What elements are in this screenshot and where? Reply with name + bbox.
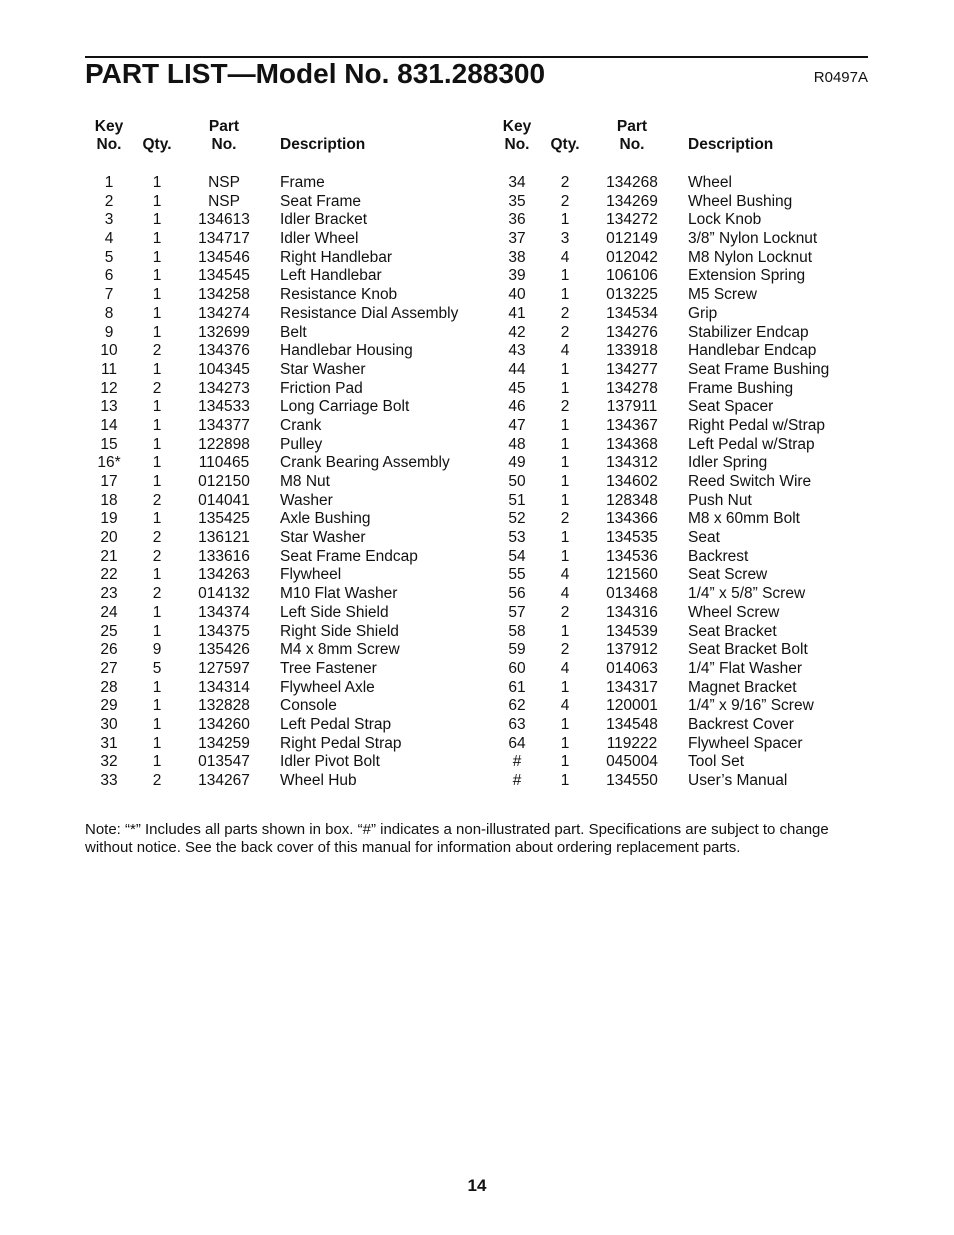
description-cell: Seat Bracket Bolt <box>688 641 808 659</box>
qty-cell: 1 <box>152 454 162 472</box>
description-cell: Tool Set <box>688 753 745 771</box>
key-no-cell: # <box>512 753 522 771</box>
key-no-cell: 28 <box>100 678 118 696</box>
qty-cell: 2 <box>152 342 162 360</box>
part-no-cell: 133918 <box>606 342 658 360</box>
description-cell: Idler Bracket <box>280 211 368 229</box>
part-no-cell: 134374 <box>198 603 250 621</box>
qty-cell: 1 <box>560 753 570 771</box>
part-no-cell: 134534 <box>606 304 658 322</box>
key-no-cell: 49 <box>508 454 526 472</box>
description-cell: Seat Bracket <box>688 622 777 640</box>
key-no-cell: 51 <box>508 491 526 509</box>
key-no-cell: 29 <box>100 697 118 715</box>
description-cell: Seat Spacer <box>688 398 774 416</box>
qty-cell: 1 <box>152 566 162 584</box>
key-no-cell: 7 <box>104 286 114 304</box>
qty-cell: 1 <box>152 304 162 322</box>
qty-cell: 9 <box>152 641 162 659</box>
qty-cell: 1 <box>152 678 162 696</box>
description-cell: Left Pedal Strap <box>280 715 392 733</box>
part-no-cell: 127597 <box>198 659 250 677</box>
part-no-cell: 134535 <box>606 529 658 547</box>
qty-cell: 1 <box>560 360 570 378</box>
key-no-cell: 9 <box>104 323 114 341</box>
qty-cell: 1 <box>152 286 162 304</box>
key-no-cell: 40 <box>508 286 526 304</box>
part-no-cell: 134268 <box>606 174 658 191</box>
key-no-cell: 11 <box>100 360 118 378</box>
qty-cell: 1 <box>152 697 162 715</box>
qty-cell: 4 <box>560 248 570 266</box>
part-no-cell: 134376 <box>198 342 250 360</box>
header-description: Description <box>688 136 774 153</box>
qty-cell: 1 <box>560 678 570 696</box>
qty-cell: 1 <box>560 267 570 285</box>
qty-cell: 1 <box>152 192 162 210</box>
part-no-cell: 134260 <box>198 715 250 733</box>
part-no-cell: 134273 <box>198 379 250 397</box>
key-no-cell: 47 <box>508 416 526 434</box>
part-no-cell: 132699 <box>198 323 250 341</box>
description-cell: Handlebar Endcap <box>688 342 817 360</box>
qty-cell: 2 <box>560 603 570 621</box>
description-cell: Flywheel Axle <box>280 678 375 696</box>
part-no-cell: 014132 <box>198 585 250 603</box>
key-no-cell: 45 <box>508 379 526 397</box>
description-cell: Pulley <box>280 435 323 453</box>
key-no-cell: 34 <box>508 174 526 191</box>
description-cell: M5 Screw <box>688 286 757 304</box>
description-cell: Idler Pivot Bolt <box>280 753 380 771</box>
description-cell: Right Pedal w/Strap <box>688 416 825 434</box>
qty-cell: 1 <box>152 753 162 771</box>
part-no-cell: 134536 <box>606 547 658 565</box>
key-no-cell: 22 <box>100 566 118 584</box>
part-no-cell: NSP <box>208 174 240 191</box>
document-code: R0497A <box>813 69 868 86</box>
key-no-cell: 27 <box>100 659 118 677</box>
key-no-cell: 60 <box>508 659 526 677</box>
part-no-cell: 110465 <box>198 454 250 472</box>
part-no-cell: 013468 <box>606 585 658 603</box>
part-no-cell: 134717 <box>198 230 250 248</box>
part-no-cell: 132828 <box>198 697 250 715</box>
description-cell: Washer <box>280 491 333 509</box>
key-no-cell: 54 <box>508 547 526 565</box>
qty-cell: 1 <box>152 267 162 285</box>
part-no-cell: 137912 <box>606 641 658 659</box>
part-no-cell: 013547 <box>198 753 250 771</box>
part-no-cell: 012149 <box>606 230 658 248</box>
qty-cell: 2 <box>152 547 162 565</box>
qty-cell: 1 <box>152 398 162 416</box>
qty-cell: 1 <box>152 174 162 191</box>
description-cell: Star Washer <box>280 360 366 378</box>
part-no-cell: 134312 <box>606 454 658 472</box>
part-no-cell: 014063 <box>606 659 658 677</box>
qty-cell: 5 <box>152 659 162 677</box>
key-no-cell: 50 <box>508 473 526 490</box>
description-cell: Tree Fastener <box>280 659 377 677</box>
part-no-cell: 120001 <box>606 697 658 715</box>
part-no-cell: 135426 <box>198 641 250 659</box>
header-qty: Qty. <box>550 136 580 153</box>
part-no-cell: 134377 <box>198 416 250 434</box>
key-no-cell: 57 <box>508 603 526 621</box>
qty-cell: 1 <box>560 454 570 472</box>
part-no-cell: 104345 <box>198 360 250 378</box>
description-cell: Axle Bushing <box>280 510 371 528</box>
part-no-cell: 134267 <box>198 772 250 789</box>
description-cell: Magnet Bracket <box>688 678 797 696</box>
key-no-cell: 18 <box>100 491 118 509</box>
description-cell: Belt <box>280 323 307 341</box>
key-no-cell: 1 <box>104 174 114 191</box>
qty-cell: 2 <box>560 398 570 416</box>
description-cell: Left Side Shield <box>280 603 389 621</box>
description-cell: Lock Knob <box>688 211 762 229</box>
part-no-cell: 122898 <box>198 435 250 453</box>
qty-cell: 1 <box>560 622 570 640</box>
qty-cell: 1 <box>152 211 162 229</box>
key-no-cell: 42 <box>508 323 526 341</box>
part-no-cell: 134277 <box>606 360 658 378</box>
part-no-cell: 119222 <box>606 734 658 752</box>
key-no-cell: 52 <box>508 510 526 528</box>
qty-cell: 4 <box>560 697 570 715</box>
qty-cell: 1 <box>560 547 570 565</box>
qty-cell: 1 <box>152 230 162 248</box>
key-no-cell: 44 <box>508 360 526 378</box>
qty-cell: 1 <box>560 379 570 397</box>
key-no-cell: 2 <box>104 192 114 210</box>
key-no-cell: 37 <box>508 230 526 248</box>
description-cell: Seat Frame <box>280 192 361 210</box>
qty-cell: 1 <box>152 603 162 621</box>
part-no-cell: 136121 <box>198 529 250 547</box>
qty-cell: 1 <box>152 715 162 733</box>
key-no-cell: 25 <box>100 622 118 640</box>
qty-cell: 1 <box>152 734 162 752</box>
description-cell: Wheel Hub <box>280 772 357 789</box>
qty-cell: 1 <box>560 734 570 752</box>
part-no-cell: 135425 <box>198 510 250 528</box>
key-no-cell: 58 <box>508 622 526 640</box>
description-cell: Frame Bushing <box>688 379 794 397</box>
description-cell: M10 Flat Washer <box>280 585 398 603</box>
key-no-cell: 41 <box>508 304 526 322</box>
part-no-cell: 134272 <box>606 211 658 229</box>
part-no-cell: 134546 <box>198 248 250 266</box>
part-no-cell: 134259 <box>198 734 250 752</box>
footnote: Note: “*” Includes all parts shown in box. “#” indicates a non-illustrated part. Specifications are subject to change without notice. See the back cover of this manual for information about ordering replacement parts. <box>85 821 829 856</box>
qty-cell: 1 <box>152 248 162 266</box>
header-part-no: Part No. <box>208 118 240 153</box>
part-no-cell: 133616 <box>198 547 250 565</box>
part-no-cell: 128348 <box>606 491 658 509</box>
key-no-cell: 21 <box>100 547 118 565</box>
key-no-cell: 62 <box>508 697 526 715</box>
key-no-cell: 6 <box>104 267 114 285</box>
qty-cell: 2 <box>152 772 162 789</box>
description-cell: Long Carriage Bolt <box>280 398 410 416</box>
key-no-cell: 17 <box>100 473 118 490</box>
description-cell: Push Nut <box>688 491 752 509</box>
key-no-cell: 32 <box>100 753 118 771</box>
key-no-cell: 3 <box>104 211 114 229</box>
qty-cell: 1 <box>560 416 570 434</box>
key-no-cell: 36 <box>508 211 526 229</box>
part-no-cell: 134375 <box>198 622 250 640</box>
header-description: Description <box>280 136 366 153</box>
description-cell: 3/8” Nylon Locknut <box>688 230 818 248</box>
description-cell: Resistance Knob <box>280 286 398 304</box>
part-no-cell: 121560 <box>606 566 658 584</box>
description-cell: User’s Manual <box>688 772 788 789</box>
description-cell: Right Side Shield <box>280 622 399 640</box>
description-cell: Idler Wheel <box>280 230 359 248</box>
qty-cell: 1 <box>152 360 162 378</box>
part-no-cell: 134613 <box>198 211 250 229</box>
part-no-cell: NSP <box>208 192 240 210</box>
key-no-cell: 8 <box>104 304 114 322</box>
key-no-cell: 35 <box>508 192 526 210</box>
description-cell: Wheel <box>688 174 732 191</box>
part-no-cell: 134317 <box>606 678 658 696</box>
key-no-cell: # <box>512 772 522 789</box>
header-qty: Qty. <box>142 136 172 153</box>
qty-cell: 1 <box>152 416 162 434</box>
qty-cell: 4 <box>560 566 570 584</box>
qty-cell: 1 <box>152 473 162 490</box>
description-cell: M4 x 8mm Screw <box>280 641 400 659</box>
description-cell: Backrest <box>688 547 749 565</box>
key-no-cell: 10 <box>100 342 118 360</box>
part-no-cell: 134263 <box>198 566 250 584</box>
qty-cell: 2 <box>152 379 162 397</box>
description-cell: Crank Bearing Assembly <box>280 454 450 472</box>
qty-cell: 4 <box>560 342 570 360</box>
part-no-cell: 014041 <box>198 491 250 509</box>
description-cell: Right Handlebar <box>280 248 393 266</box>
description-cell: 1/4” x 5/8” Screw <box>688 585 806 603</box>
description-cell: Crank <box>280 416 322 434</box>
description-cell: Wheel Screw <box>688 603 780 621</box>
part-no-cell: 134539 <box>606 622 658 640</box>
key-no-cell: 14 <box>100 416 118 434</box>
qty-cell: 2 <box>560 323 570 341</box>
qty-cell: 1 <box>560 286 570 304</box>
qty-cell: 1 <box>560 529 570 547</box>
qty-cell: 2 <box>560 510 570 528</box>
description-cell: Seat Screw <box>688 566 768 584</box>
part-no-cell: 134316 <box>606 603 658 621</box>
key-no-cell: 30 <box>100 715 118 733</box>
part-no-cell: 134276 <box>606 323 658 341</box>
qty-cell: 1 <box>560 772 570 789</box>
key-no-cell: 38 <box>508 248 526 266</box>
description-cell: Seat Frame Endcap <box>280 547 418 565</box>
part-no-cell: 134533 <box>198 398 250 416</box>
qty-cell: 4 <box>560 585 570 603</box>
key-no-cell: 31 <box>100 734 118 752</box>
description-cell: M8 Nut <box>280 473 330 490</box>
description-cell: Stabilizer Endcap <box>688 323 809 341</box>
key-no-cell: 4 <box>104 230 114 248</box>
qty-cell: 2 <box>152 529 162 547</box>
description-cell: 1/4” Flat Washer <box>688 659 802 677</box>
header-key-no: Key No. <box>502 118 532 153</box>
part-no-cell: 134278 <box>606 379 658 397</box>
qty-cell: 2 <box>560 192 570 210</box>
part-no-cell: 045004 <box>606 753 658 771</box>
description-cell: Idler Spring <box>688 454 768 472</box>
part-no-cell: 012150 <box>198 473 250 490</box>
part-no-cell: 134366 <box>606 510 658 528</box>
description-cell: Reed Switch Wire <box>688 473 812 490</box>
part-no-cell: 134274 <box>198 304 250 322</box>
key-no-cell: 26 <box>100 641 118 659</box>
description-cell: Left Handlebar <box>280 267 382 285</box>
qty-cell: 2 <box>560 304 570 322</box>
part-no-cell: 134545 <box>198 267 250 285</box>
key-no-cell: 64 <box>508 734 526 752</box>
part-no-cell: 134368 <box>606 435 658 453</box>
key-no-cell: 43 <box>508 342 526 360</box>
description-cell: Flywheel Spacer <box>688 734 803 752</box>
key-no-cell: 63 <box>508 715 526 733</box>
page-number: 14 <box>467 1176 487 1195</box>
part-no-cell: 013225 <box>606 286 658 304</box>
description-cell: Friction Pad <box>280 379 363 397</box>
qty-cell: 3 <box>560 230 570 248</box>
description-cell: Frame <box>280 174 325 191</box>
header-part-no: Part No. <box>616 118 648 153</box>
qty-cell: 2 <box>152 585 162 603</box>
part-no-cell: 106106 <box>606 267 658 285</box>
description-cell: Seat <box>688 529 720 547</box>
part-no-cell: 134367 <box>606 416 658 434</box>
qty-cell: 1 <box>152 323 162 341</box>
part-no-cell: 137911 <box>606 398 658 416</box>
qty-cell: 2 <box>560 641 570 659</box>
key-no-cell: 20 <box>100 529 118 547</box>
description-cell: Grip <box>688 304 718 322</box>
key-no-cell: 46 <box>508 398 526 416</box>
description-cell: Left Pedal w/Strap <box>688 435 815 453</box>
part-no-cell: 134602 <box>606 473 658 490</box>
qty-cell: 1 <box>560 435 570 453</box>
description-cell: Flywheel <box>280 566 342 584</box>
description-cell: Extension Spring <box>688 267 806 285</box>
description-cell: Handlebar Housing <box>280 342 413 360</box>
qty-cell: 1 <box>560 715 570 733</box>
part-no-cell: 134550 <box>606 772 658 789</box>
key-no-cell: 56 <box>508 585 526 603</box>
description-cell: Console <box>280 697 337 715</box>
key-no-cell: 39 <box>508 267 526 285</box>
part-no-cell: 134258 <box>198 286 250 304</box>
key-no-cell: 33 <box>100 772 118 789</box>
key-no-cell: 55 <box>508 566 526 584</box>
description-cell: Right Pedal Strap <box>280 734 402 752</box>
key-no-cell: 19 <box>100 510 118 528</box>
qty-cell: 2 <box>560 174 570 191</box>
qty-cell: 1 <box>152 510 162 528</box>
description-cell: M8 Nylon Locknut <box>688 248 813 266</box>
description-cell: Backrest Cover <box>688 715 794 733</box>
description-cell: 1/4” x 9/16” Screw <box>688 697 814 715</box>
key-no-cell: 48 <box>508 435 526 453</box>
qty-cell: 2 <box>152 491 162 509</box>
part-no-cell: 012042 <box>606 248 658 266</box>
key-no-cell: 15 <box>100 435 118 453</box>
key-no-cell: 59 <box>508 641 526 659</box>
key-no-cell: 53 <box>508 529 526 547</box>
qty-cell: 1 <box>560 473 570 490</box>
description-cell: Wheel Bushing <box>688 192 793 210</box>
key-no-cell: 16* <box>97 454 121 472</box>
qty-cell: 1 <box>560 491 570 509</box>
key-no-cell: 12 <box>100 379 118 397</box>
key-no-cell: 61 <box>508 678 526 696</box>
key-no-cell: 24 <box>100 603 118 621</box>
page-title: PART LIST—Model No. 831.288300 <box>85 58 546 89</box>
qty-cell: 1 <box>152 622 162 640</box>
header-key-no: Key No. <box>94 118 124 153</box>
qty-cell: 1 <box>560 211 570 229</box>
description-cell: Star Washer <box>280 529 366 547</box>
description-cell: Seat Frame Bushing <box>688 360 830 378</box>
description-cell: Resistance Dial Assembly <box>280 304 459 322</box>
key-no-cell: 13 <box>100 398 118 416</box>
key-no-cell: 23 <box>100 585 118 603</box>
part-no-cell: 134314 <box>198 678 250 696</box>
part-no-cell: 134269 <box>606 192 658 210</box>
qty-cell: 4 <box>560 659 570 677</box>
description-cell: M8 x 60mm Bolt <box>688 510 800 528</box>
part-no-cell: 134548 <box>606 715 658 733</box>
qty-cell: 1 <box>152 435 162 453</box>
key-no-cell: 5 <box>104 248 114 266</box>
